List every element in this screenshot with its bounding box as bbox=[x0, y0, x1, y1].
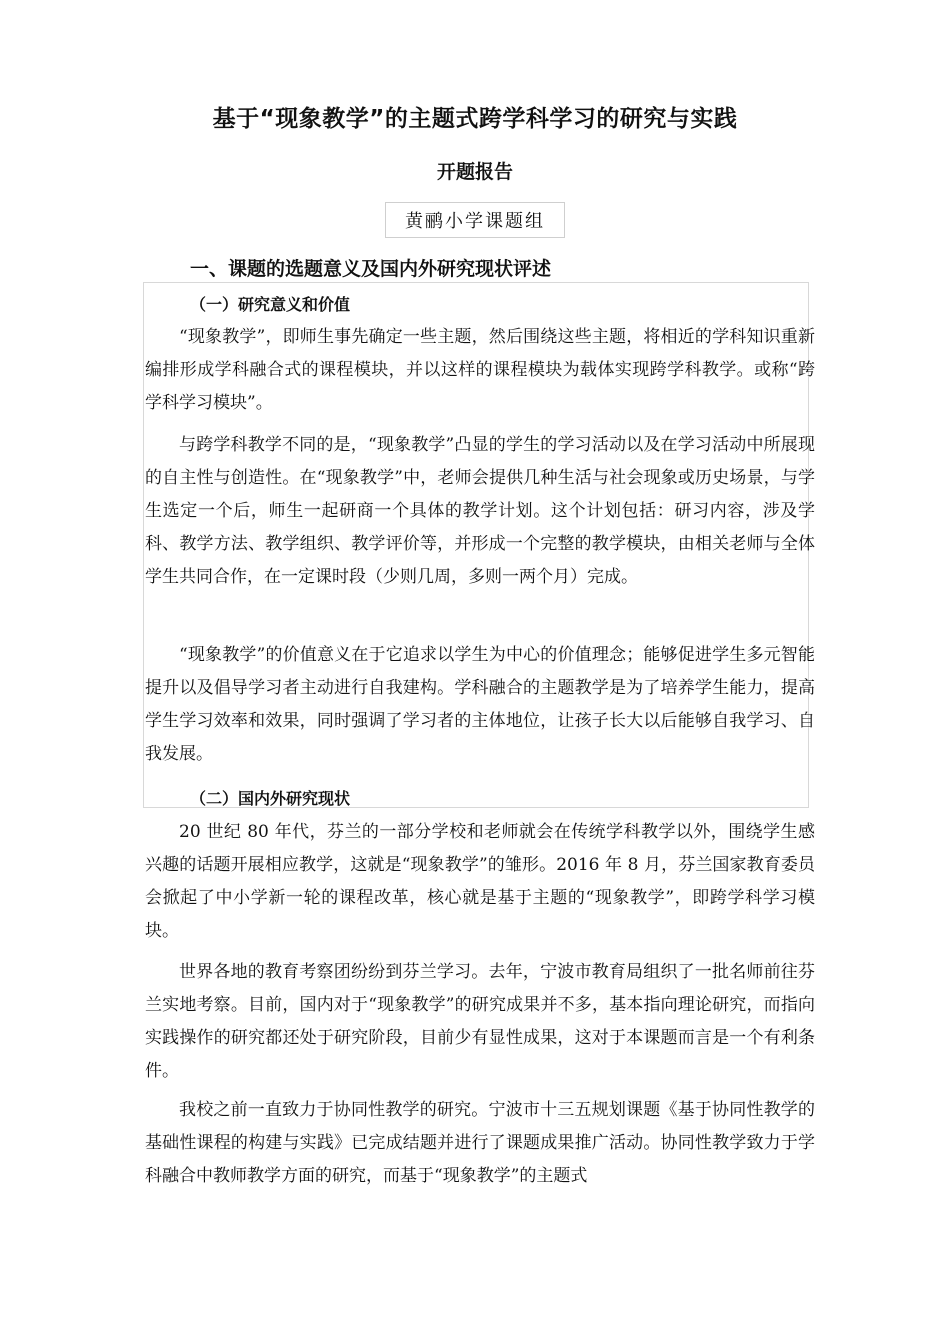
paragraph: “现象教学”的价值意义在于它追求以学生为中心的价值理念；能够促进学生多元智能提升以及倡导学习者主动进行自我建构。学科融合的主题教学是为了培养学生能力，提高学生学习效率和效果，同时强调了学习者的主体地位，让孩子长大以后能够自我学习、自我发展。 bbox=[145, 645, 815, 764]
paragraph: 我校之前一直致力于协同性教学的研究。宁波市十三五规划课题《基于协同性教学的基础性课程的构建与实践》已完成结题并进行了课题成果推广活动。协同性教学致力于学科融合中教师教学方面的研究，而基于“现象教学”的主题式 bbox=[145, 1100, 815, 1186]
section-heading: 一、课题的选题意义及国内外研究现状评述 bbox=[190, 258, 552, 280]
author-name: 黄鹂小学课题组 bbox=[405, 211, 545, 232]
paragraph: 世界各地的教育考察团纷纷到芬兰学习。去年，宁波市教育局组织了一批名师前往芬兰实地考察。目前，国内对于“现象教学”的研究成果并不多，基本指向理论研究，而指向实践操作的研究都还处于研究阶段，目前少有显性成果，这对于本课题而言是一个有利条件。 bbox=[145, 962, 815, 1081]
paragraph: 20 世纪 80 年代，芬兰的一部分学校和老师就会在传统学科教学以外，围绕学生感兴趣的话题开展相应教学，这就是“现象教学”的雏形。2016 年 8 月，芬兰国家教育委员会掀起了中小学新一轮的课程改革，核心就是基于主题的“现象教学”，即跨学科学习模块。 bbox=[145, 822, 815, 941]
subsection-heading-2: （二）国内外研究现状 bbox=[190, 789, 351, 808]
paragraph: “现象教学”，即师生事先确定一些主题，然后围绕这些主题，将相近的学科知识重新编排形成学科融合式的课程模块，并以这样的课程模块为载体实现跨学科教学。或称“跨学科学习模块”。 bbox=[145, 327, 815, 413]
document-subtitle: 开题报告 bbox=[436, 161, 513, 183]
author-box bbox=[385, 202, 565, 238]
paragraph: 与跨学科教学不同的是，“现象教学”凸显的学生的学习活动以及在学习活动中所展现的自主性与创造性。在“现象教学”中，老师会提供几种生活与社会现象或历史场景，与学生选定一个后，师生一起研商一个具体的教学计划。这个计划包括：研习内容，涉及学科、教学方法、教学组织、教学评价等，并形成一个完整的教学模块，由相关老师与全体学生共同合作，在一定课时段（少则几周，多则一两个月）完成。 bbox=[145, 435, 815, 587]
subsection-heading-1: （一）研究意义和价值 bbox=[190, 295, 351, 314]
document-title: 基于“现象教学”的主题式跨学科学习的研究与实践 bbox=[212, 106, 738, 132]
